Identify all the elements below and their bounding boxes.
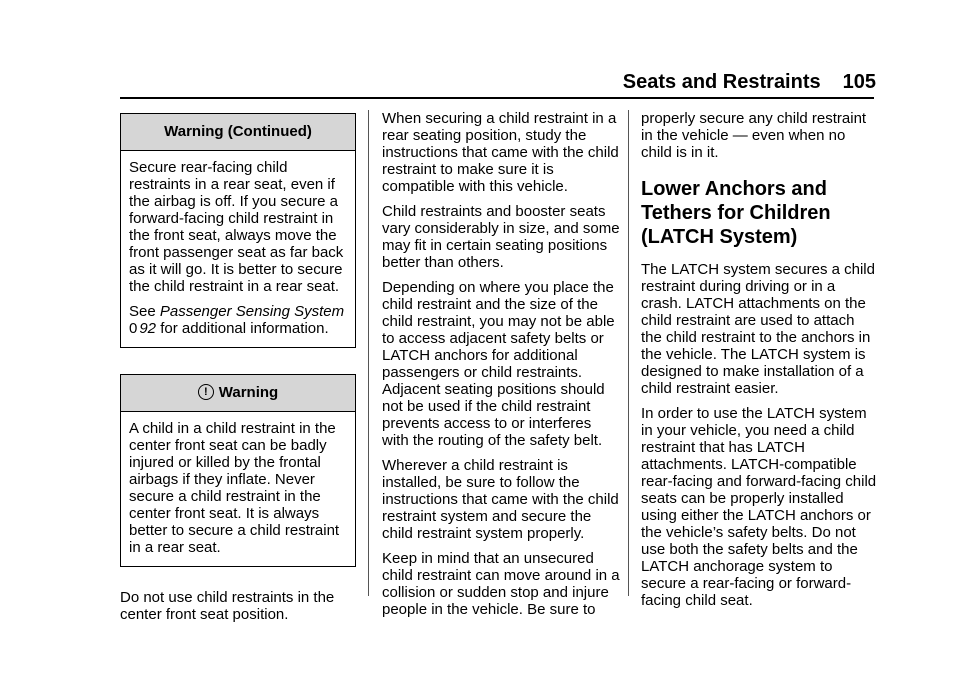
warning-box xyxy=(120,374,356,567)
cross-reference-page[interactable]: 92 xyxy=(139,320,157,337)
column-2 xyxy=(382,110,620,626)
warning-exclamation-icon: ! xyxy=(198,384,214,400)
cross-reference-link[interactable]: Passenger Sensing System xyxy=(159,303,345,320)
paragraph: Child restraints and booster seats vary considerably in size, and some may fit in certain seating positions better than others. xyxy=(382,203,620,271)
warning-heading xyxy=(121,375,355,412)
warning-continued-body xyxy=(121,151,355,347)
column-3 xyxy=(641,110,879,617)
column-divider-right xyxy=(628,110,629,596)
warning-heading-label: Warning xyxy=(218,384,279,401)
column-1 xyxy=(120,110,356,631)
continuation-paragraph: properly secure any child restraint in the vehicle — even when no child is in it. xyxy=(641,110,867,161)
paragraph: In order to use the LATCH system in your vehicle, you need a child restraint that has LATCH attachments. LATCH-compatible rear-facing and forward-facing child seats can be properly installed using either the LATCH anchors or the vehicle’s safety belts. Do not use both the safety belts and the LATCH anchorage system to secure a rear-facing or forward-facing child seat. xyxy=(641,405,877,609)
page-number: 105 xyxy=(842,71,876,93)
section-header-title: Seats and Restraints xyxy=(622,71,821,93)
warning-continued-text: Secure rear-facing child restraints in a rear seat, even if the airbag is off. If you secure a forward-facing child restraint in the front seat, always move the front passenger seat as far back as it will go. It is better to secure the child restraint in a rear seat. xyxy=(129,159,344,295)
paragraph: Wherever a child restraint is installed, be sure to follow the instructions that came with the child restraint system and secure the child restraint system properly. xyxy=(382,457,619,542)
paragraph: The LATCH system secures a child restraint during driving or in a crash. LATCH attachments on the child restraint are used to attach the child restraint to the anchors in the vehicle. The LATCH system is designed to make installation of a child restraint easier. xyxy=(641,261,875,397)
column-divider-left xyxy=(368,110,369,596)
see-suffix: for additional information. xyxy=(156,320,329,337)
warning-continued-see xyxy=(129,303,347,337)
page-reference-icon: 0 xyxy=(129,320,138,337)
header-rule xyxy=(120,97,874,99)
paragraph: Depending on where you place the child restraint and the size of the child restraint, you may not be able to access adjacent safety belts or LATCH anchors for additional passengers or child restraints. Adjacent seating positions should not be used if the child restraint prevents access to or interferes with the routing of the safety belt. xyxy=(382,279,615,449)
see-prefix: See xyxy=(129,303,160,320)
warning-text: A child in a child restraint in the center front seat can be badly injured or killed by the frontal airbags if they inflate. Never secure a child restraint in the center front seat. It is always better to secure a child restraint in a rear seat. xyxy=(129,420,340,556)
warning-continued-heading: Warning (Continued) xyxy=(121,114,355,151)
warning-body xyxy=(121,412,355,566)
warning-continued-box xyxy=(120,113,356,348)
page-header xyxy=(623,71,876,94)
section-title: Lower Anchors and Tethers for Children (LATCH System) xyxy=(641,178,831,248)
paragraph: When securing a child restraint in a rear seating position, study the instructions that came with the child restraint to make sure it is compatible with this vehicle. xyxy=(382,110,619,195)
paragraph: Do not use child restraints in the center front seat position. xyxy=(120,589,335,623)
paragraph: Keep in mind that an unsecured child restraint can move around in a collision or sudden stop and injure people in the vehicle. Be sure to xyxy=(382,550,620,618)
